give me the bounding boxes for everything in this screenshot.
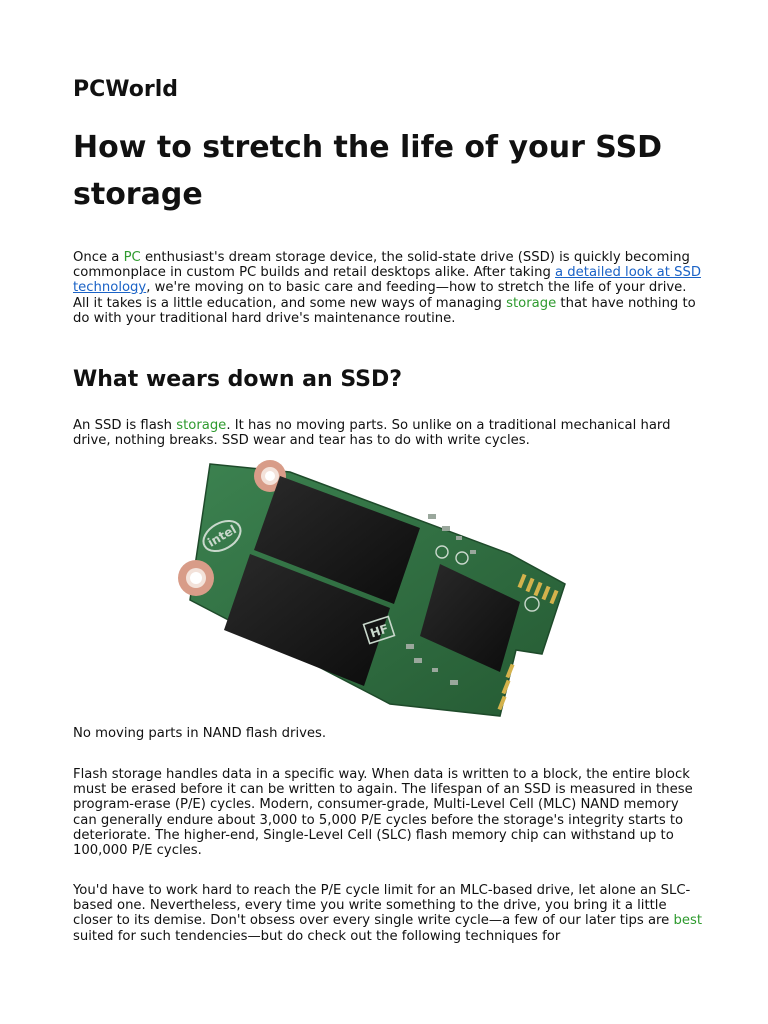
ssd-illustration (170, 454, 570, 724)
ssd-photo (170, 454, 570, 724)
section-heading: What wears down an SSD? (73, 367, 403, 392)
figure-caption: No moving parts in NAND flash drives. (73, 726, 327, 741)
keyword-link-storage-2[interactable]: storage (176, 418, 227, 433)
ssd-flash-paragraph: An SSD is flash storage. It has no moving parts. So unlike on a traditional mechanical hard drive, nothing breaks. SSD wear and tear has to do with write cycles. (73, 418, 671, 449)
article-title: How to stretch the life of your SSD storage (73, 130, 663, 212)
write-cycles-paragraph: You'd have to work hard to reach the P/E cycle limit for an MLC-based drive, let alone an SLC-based one. Nevertheless, every time you write something to the drive, you bring it a little closer to its demise. Don't obsess over every single write cycle—a few of our later tips are best suited for such tendencies—but do check out the following techniques for (73, 883, 703, 944)
keyword-link-storage[interactable]: storage (506, 295, 557, 311)
pe-cycles-paragraph: Flash storage handles data in a specific way. When data is written to a block, the entire block must be erased before it can be written to again. The lifespan of an SSD is measured in these program-erase (P/E) cycles. Modern, consumer-grade, Multi-Level Cell (MLC) NAND memory can generally endure about 3,000 to 5,000 P/E cycles before the storage's integrity starts to deteriorate. The higher-end, Single-Level Cell (SLC) flash memory chip can withstand up to 100,000 P/E cycles. (73, 767, 693, 859)
keyword-link-best[interactable]: best (673, 913, 703, 929)
intel-logo: intel (205, 522, 239, 550)
hf-badge: HF (368, 621, 391, 641)
mounting-hole-left (178, 560, 214, 596)
site-name: PCWorld (73, 77, 179, 102)
intro-paragraph: Once a PC enthusiast's dream storage device, the solid-state drive (SSD) is quickly becoming commonplace in custom PC builds and retail desktops alike. After taking a detailed look at SSD technology, we're moving on to basic care and feeding—how to stretch the life of your drive. All it takes is a little education, and some new ways of managing storage that have nothing to do with your traditional hard drive's maintenance routine. (73, 250, 701, 326)
keyword-link-pc[interactable]: PC (123, 250, 141, 265)
ssd-technology-link[interactable]: a detailed look at SSD technology (73, 265, 701, 296)
